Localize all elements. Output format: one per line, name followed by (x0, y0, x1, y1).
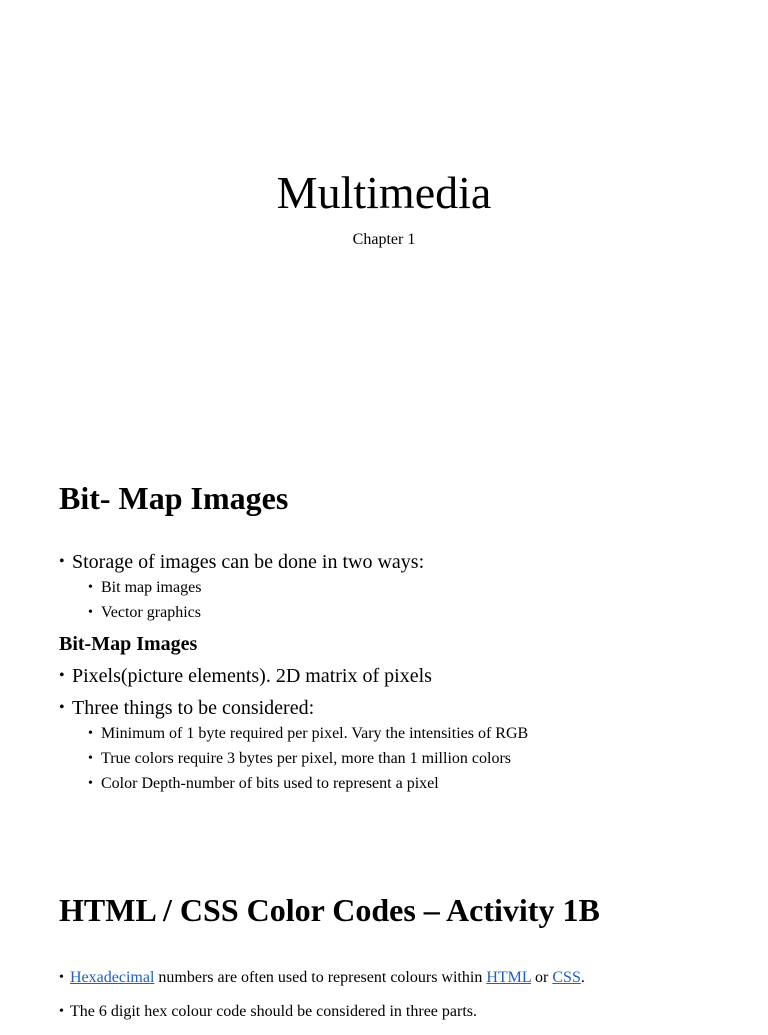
bullet-text: numbers are often used to represent colours within (154, 969, 487, 986)
title-slide (0, 0, 768, 432)
hexadecimal-link[interactable]: Hexadecimal (70, 969, 155, 986)
slide-title: Multimedia (276, 167, 492, 218)
list-item: • Minimum of 1 byte required per pixel. Vary the intensities of RGB (59, 721, 528, 746)
list-item: • True colors require 3 bytes per pixel, more than 1 million colors (59, 746, 528, 771)
section-subheading: Bit-Map Images (59, 633, 198, 655)
bullet-text: or (531, 969, 553, 986)
bullet-list (59, 549, 424, 625)
bullet-text: . (580, 969, 585, 986)
slide-heading: HTML / CSS Color Codes – Activity 1B (59, 892, 600, 928)
list-item (59, 967, 585, 989)
list-item: • Vector graphics (59, 600, 424, 625)
list-item: • Three things to be considered: (59, 695, 528, 721)
bitmap-images-slide (0, 432, 768, 864)
list-item: • Storage of images can be done in two ways: (59, 549, 424, 575)
css-link[interactable]: CSS (552, 969, 581, 986)
list-item: • The 6 digit hex colour code should be considered in three parts. (59, 1001, 585, 1023)
slide-subtitle: Chapter 1 (352, 231, 416, 248)
list-item: • Pixels(picture elements). 2D matrix of pixels (59, 663, 528, 689)
list-item: • Bit map images (59, 575, 424, 600)
list-item: • Color Depth-number of bits used to represent a pixel (59, 771, 528, 796)
bullet-list (59, 663, 528, 796)
slide-heading: Bit- Map Images (59, 480, 289, 516)
html-link[interactable]: HTML (486, 969, 532, 986)
color-codes-slide (0, 864, 768, 1024)
bullet-list (59, 967, 585, 1035)
